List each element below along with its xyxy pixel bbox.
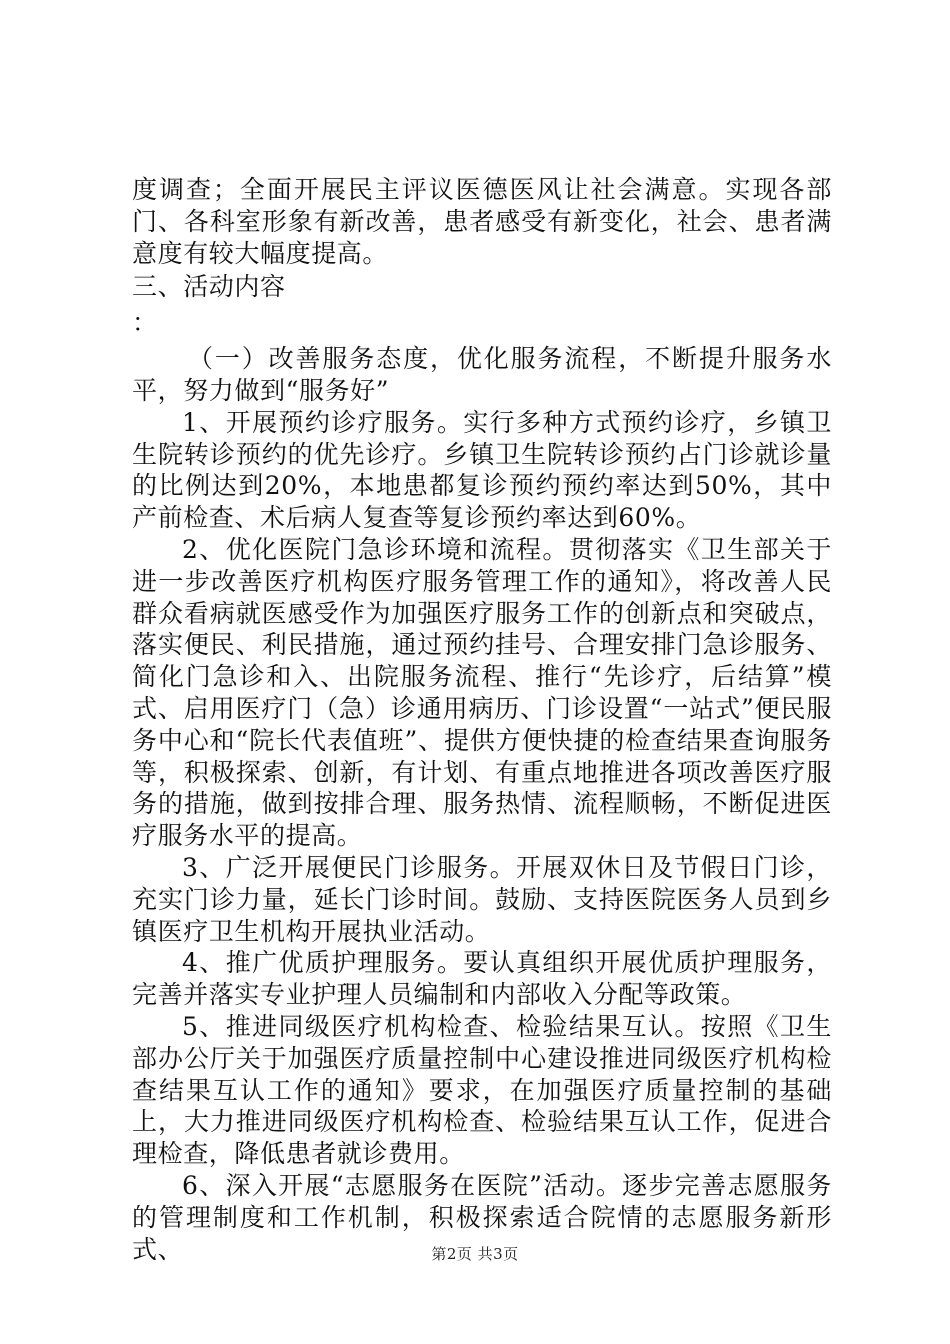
document-body [132,174,832,1265]
list-item-volunteer-service: 6、深入开展“志愿服务在医院”活动。逐步完善志愿服务的管理制度和工作机制，积极探索适合院情的志愿服务新形式、 [132,1170,832,1264]
list-item-optimize-outpatient: 2、优化医院门急诊环境和流程。贯彻落实《卫生部关于进一步改善医疗机构医疗服务管理工作的通知》，将改善人民群众看病就医感受作为加强医疗服务工作的创新点和突破点，落实便民、利民措施，通过预约挂号、合理安排门急诊服务、简化门急诊和入、出院服务流程、推行“先诊疗，后结算”模式、启用医疗门（急）诊通用病历、门诊设置“一站式”便民服务中心和“院长代表值班”、提供方便快捷的检查结果查询服务等，积极探索、创新，有计划、有重点地推进各项改善医疗服务的措施，做到按排合理、服务热情、流程顺畅，不断促进医疗服务水平的提高。 [132,534,832,851]
section-heading-activity-content: 三、活动内容 [132,272,286,302]
paragraph-continuation: 度调查；全面开展民主评议医德医风让社会满意。实现各部门、各科室形象有新改善，患者感受有新变化，社会、患者满意度有较大幅度提高。 [132,175,832,268]
sub-heading-service-attitude: （一）改善服务态度，优化服务流程，不断提升服务水平，努力做到“服务好” [132,344,832,405]
list-item-appointment-service: 1、开展预约诊疗服务。实行多种方式预约诊疗，乡镇卫生院转诊预约的优先诊疗。乡镇卫生院转诊预约占门诊就诊量的比例达到20%，本地患都复诊预约预约率达到50%，其中产前检查、术后病人复查等复诊预约率达到60%。 [132,407,832,533]
list-item-result-mutual-recognition: 5、推进同级医疗机构检查、检验结果互认。按照《卫生部办公厅关于加强医疗质量控制中心建设推进同级医疗机构检查结果互认工作的通知》要求，在加强医疗质量控制的基础上，大力推进同级医疗机构检查、检验结果互认工作，促进合理检查，降低患者就诊费用。 [132,1011,832,1169]
list-item-convenience-clinic: 3、广泛开展便民门诊服务。开展双休日及节假日门诊，充实门诊力量，延长门诊时间。鼓励、支持医院医务人员到乡镇医疗卫生机构开展执业活动。 [132,852,832,946]
page-footer: 第2页 共3页 [431,1245,519,1263]
colon-line: ： [132,308,158,338]
list-item-quality-nursing: 4、推广优质护理服务。要认真组织开展优质护理服务，完善并落实专业护理人员编制和内部收入分配等政策。 [132,948,832,1010]
